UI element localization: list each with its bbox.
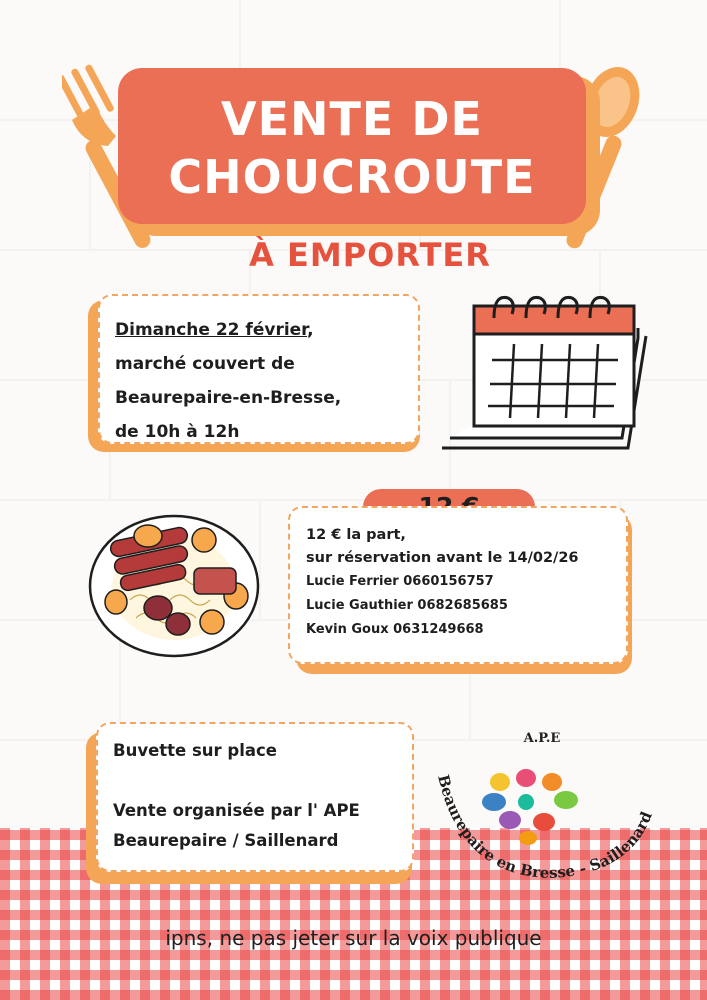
info-block bbox=[113, 736, 360, 856]
contact-1: Lucie Ferrier 0660156757 bbox=[306, 574, 494, 589]
date-block bbox=[115, 313, 341, 449]
ape-acronym: A.P.E bbox=[523, 731, 561, 746]
buvette-text: Buvette sur place bbox=[113, 741, 278, 760]
organizer-line-2: Beaurepaire / Saillenard bbox=[113, 831, 339, 850]
reservation-block bbox=[306, 524, 579, 642]
event-place-line-2: Beaurepaire-en-Bresse, bbox=[115, 388, 342, 408]
ape-arc-text: Beaurepaire en Bresse - Saillenard bbox=[434, 772, 656, 883]
title-line-2: CHOUCROUTE bbox=[168, 150, 536, 204]
event-place-line-1: marché couvert de bbox=[115, 354, 295, 374]
event-date: Dimanche 22 février bbox=[115, 320, 308, 340]
footer-notice: ipns, ne pas jeter sur la voix publique bbox=[165, 926, 542, 950]
contact-3: Kevin Goux 0631249668 bbox=[306, 622, 484, 637]
event-hours: de 10h à 12h bbox=[115, 422, 240, 442]
price-per-part: 12 € la part, bbox=[306, 527, 406, 543]
title-line-1: VENTE DE bbox=[221, 92, 483, 146]
organizer-line-1: Vente organisée par l' APE bbox=[113, 801, 360, 820]
subtitle: À EMPORTER bbox=[249, 236, 491, 274]
contact-2: Lucie Gauthier 0682685685 bbox=[306, 598, 508, 613]
calendar-icon bbox=[432, 288, 658, 460]
choucroute-plate-icon bbox=[86, 510, 262, 660]
reservation-deadline: sur réservation avant le 14/02/26 bbox=[306, 550, 579, 566]
event-date-comma: , bbox=[307, 320, 314, 340]
ape-hands-logo bbox=[420, 748, 670, 898]
